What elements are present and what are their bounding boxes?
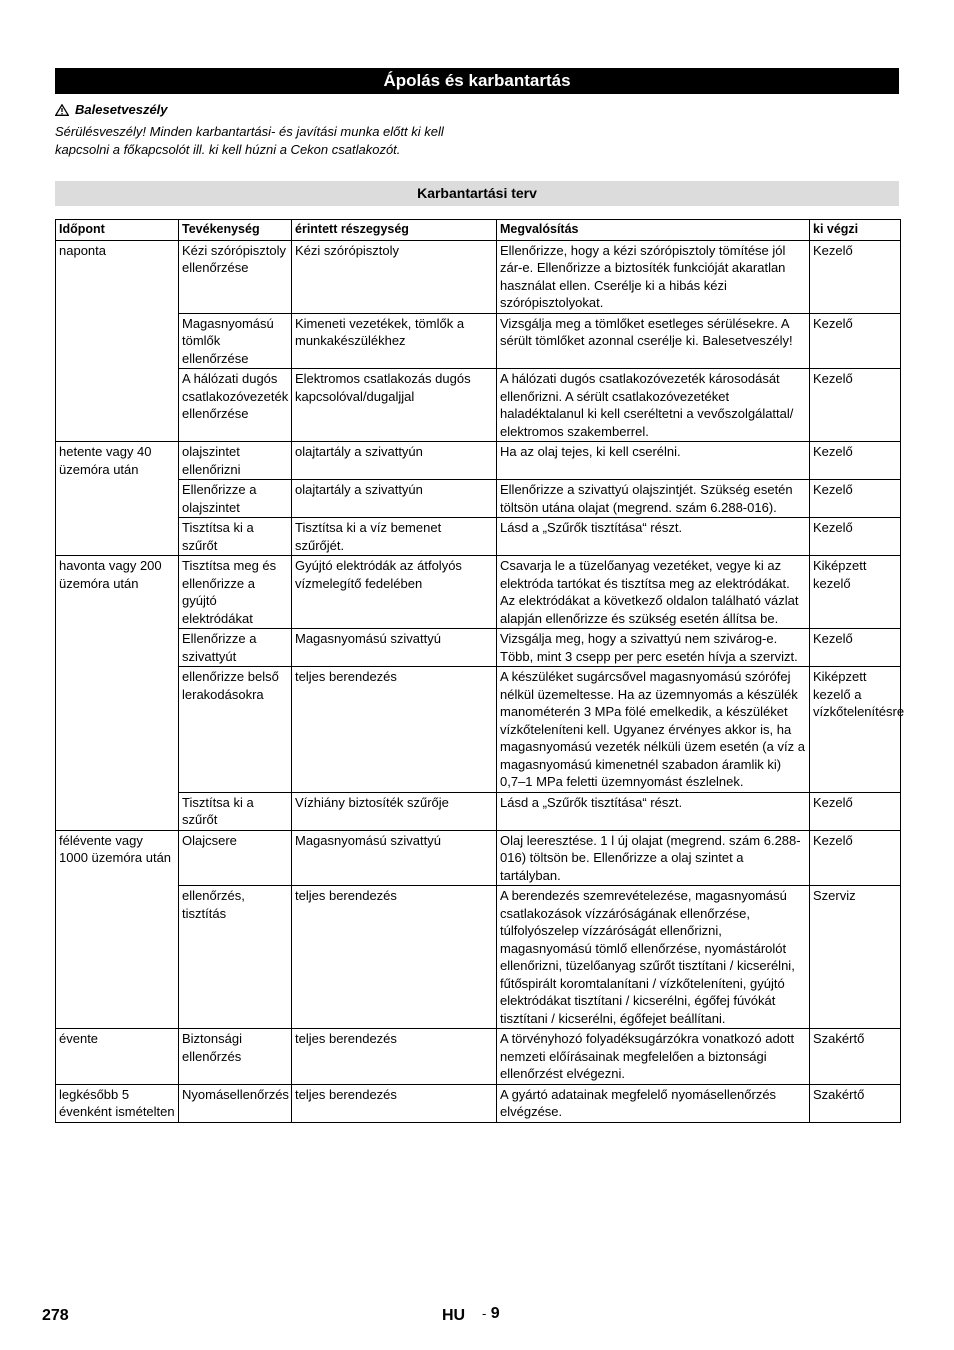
cell-component: Elektromos csatlakozás dugós kapcsolóval/dugaljjal xyxy=(292,369,497,442)
cell-time: legkésőbb 5 évenként ismételten xyxy=(56,1084,179,1122)
section-page-number xyxy=(482,1305,500,1323)
cell-component: olajtartály a szivattyún xyxy=(292,480,497,518)
cell-implementation: A gyártó adatainak megfelelő nyomásellenőrzés elvégzése. xyxy=(497,1084,810,1122)
cell-time xyxy=(56,667,179,793)
table-header-row xyxy=(56,220,901,241)
table-row xyxy=(56,240,901,313)
cell-time: hetente vagy 40 üzemóra után xyxy=(56,442,179,480)
cell-component: Kimeneti vezetékek, tömlők a munkakészülékhez xyxy=(292,313,497,369)
cell-time xyxy=(56,518,179,556)
cell-time xyxy=(56,629,179,667)
cell-activity: A hálózati dugós csatlakozóvezeték ellenőrzése xyxy=(179,369,292,442)
cell-activity: olajszintet ellenőrizni xyxy=(179,442,292,480)
cell-implementation: Ellenőrizze a szivattyú olajszintjét. Szükség esetén töltsön utána olajat (megrend. szám 6.288-016). xyxy=(497,480,810,518)
table-row xyxy=(56,792,901,830)
cell-activity: Ellenőrizze a szivattyút xyxy=(179,629,292,667)
cell-implementation: Olaj leeresztése. 1 l új olajat (megrend. szám 6.288-016) töltsön be. Ellenőrizze a olaj szintet a tartályban. xyxy=(497,830,810,886)
cell-time xyxy=(56,480,179,518)
cell-time: évente xyxy=(56,1029,179,1085)
cell-component: Magasnyomású szivattyú xyxy=(292,830,497,886)
section-page: 9 xyxy=(490,1305,500,1322)
warning-label: Balesetveszély xyxy=(75,102,168,117)
cell-performer: Kezelő xyxy=(810,369,901,442)
table-row xyxy=(56,667,901,793)
table-row xyxy=(56,1084,901,1122)
header-component: érintett részegység xyxy=(292,220,497,241)
cell-time xyxy=(56,886,179,1029)
cell-implementation: Ha az olaj tejes, ki kell cserélni. xyxy=(497,442,810,480)
cell-component: teljes berendezés xyxy=(292,886,497,1029)
cell-performer: Szerviz xyxy=(810,886,901,1029)
table-row xyxy=(56,1029,901,1085)
cell-component: Vízhiány biztosíték szűrője xyxy=(292,792,497,830)
table-row xyxy=(56,369,901,442)
cell-performer: Kezelő xyxy=(810,830,901,886)
cell-time: félévente vagy 1000 üzemóra után xyxy=(56,830,179,886)
cell-component: olajtartály a szivattyún xyxy=(292,442,497,480)
cell-performer: Kezelő xyxy=(810,442,901,480)
footer-dash: - xyxy=(482,1306,487,1321)
cell-implementation: Lásd a „Szűrők tisztítása“ részt. xyxy=(497,518,810,556)
cell-component: Gyújtó elektródák az átfolyós vízmelegítő fedelében xyxy=(292,556,497,629)
cell-implementation: A készüléket sugárcsővel magasnyomású szórófej nélkül üzemeltesse. Ha az üzemnyomás a készülék manométerén 3 MPa fölé emelkedik, a készüléket vízkőteleníteni kell. Ugyanez érvényes akkor is, ha magasnyomású vezeték nélküli üzem esetén (a víz a magasnyomású kimenetnél szabadon áramlik ki) 0,7–1 MPa feletti üzemnyomást észlelnek. xyxy=(497,667,810,793)
table-row xyxy=(56,830,901,886)
header-implementation: Megvalósítás xyxy=(497,220,810,241)
table-row xyxy=(56,629,901,667)
cell-performer: Kiképzett kezelő a vízkőtelenítésre xyxy=(810,667,901,793)
cell-activity: ellenőrzés, tisztítás xyxy=(179,886,292,1029)
cell-performer: Kezelő xyxy=(810,313,901,369)
cell-performer: Kezelő xyxy=(810,240,901,313)
cell-component: Magasnyomású szivattyú xyxy=(292,629,497,667)
cell-performer: Kezelő xyxy=(810,629,901,667)
cell-activity: Tisztítsa meg és ellenőrizze a gyújtó elektródákat xyxy=(179,556,292,629)
cell-time: naponta xyxy=(56,240,179,313)
warning-heading xyxy=(55,102,168,117)
cell-activity: Tisztítsa ki a szűrőt xyxy=(179,518,292,556)
cell-implementation: Ellenőrizze, hogy a kézi szórópisztoly tömítése jól zár-e. Ellenőrizze a biztosíték funkcióját akaratlan használat ellen. Cserélje ki a hibás kézi szórópisztolyokat. xyxy=(497,240,810,313)
cell-performer: Kezelő xyxy=(810,480,901,518)
cell-implementation: Vizsgálja meg a tömlőket esetleges sérülésekre. A sérült tömlőket azonnal cserélje ki. Balesetveszély! xyxy=(497,313,810,369)
header-activity: Tevékenység xyxy=(179,220,292,241)
cell-activity: Olajcsere xyxy=(179,830,292,886)
cell-time xyxy=(56,369,179,442)
cell-implementation: A törvényhozó folyadéksugárzókra vonatkozó adott nemzeti előírásainak megfelelően a biztonsági ellenőrzést elvégezni. xyxy=(497,1029,810,1085)
cell-component: teljes berendezés xyxy=(292,1084,497,1122)
cell-component: Tisztítsa ki a víz bemenet szűrőjét. xyxy=(292,518,497,556)
cell-component: Kézi szórópisztoly xyxy=(292,240,497,313)
table-body xyxy=(56,240,905,1122)
cell-implementation: Vizsgálja meg, hogy a szivattyú nem szivárog-e. Több, mint 3 csepp per perc esetén hívja a szervizt. xyxy=(497,629,810,667)
cell-time xyxy=(56,313,179,369)
cell-implementation: A hálózati dugós csatlakozóvezeték károsodását ellenőrizni. A sérült csatlakozóvezetéket haladéktalanul ki kell cseréltetni a vevőszolgálattal/ elektromos szakemberrel. xyxy=(497,369,810,442)
cell-activity: Nyomásellenőrzés xyxy=(179,1084,292,1122)
table-row xyxy=(56,442,901,480)
cell-time: havonta vagy 200 üzemóra után xyxy=(56,556,179,629)
cell-activity: Tisztítsa ki a szűrőt xyxy=(179,792,292,830)
table-row xyxy=(56,518,901,556)
table-row xyxy=(56,480,901,518)
table-row xyxy=(56,313,901,369)
header-performer: ki végzi xyxy=(810,220,901,241)
page-title: Ápolás és karbantartás xyxy=(55,68,899,94)
cell-implementation: Lásd a „Szűrők tisztítása“ részt. xyxy=(497,792,810,830)
cell-activity: ellenőrizze belső lerakodásokra xyxy=(179,667,292,793)
maintenance-plan-title: Karbantartási terv xyxy=(55,181,899,206)
cell-implementation: A berendezés szemrevételezése, magasnyomású csatlakozások vízzáróságának ellenőrzése, túlfolyószelep vízzáróságát ellenőrizni, magasnyomású tömlő ellenőrzése, nyomástárolót ellenőrizni, tüzelőanyag szűrőt tisztítani / kicserélni, fűtőspirált koromtalanítani / vízkőteleníteni, gyújtó elektródákat tisztítani / kicserélni, égőfej fúvókát tisztítani / kicserélni, égőfejet beállítani. xyxy=(497,886,810,1029)
cell-implementation: Csavarja le a tüzelőanyag vezetéket, vegye ki az elektróda tartókat és tisztítsa meg az elektródákat. Az elektródákat a következő oldalon található vázlat alapján ellenőrizze és szükség esetén állítsa be. xyxy=(497,556,810,629)
cell-component: teljes berendezés xyxy=(292,667,497,793)
page-number: 278 xyxy=(42,1307,69,1324)
cell-activity: Kézi szórópisztoly ellenőrzése xyxy=(179,240,292,313)
language-code: HU xyxy=(442,1307,466,1324)
cell-activity: Ellenőrizze a olajszintet xyxy=(179,480,292,518)
cell-activity: Magasnyomású tömlők ellenőrzése xyxy=(179,313,292,369)
cell-performer: Szakértő xyxy=(810,1084,901,1122)
cell-performer: Kiképzett kezelő xyxy=(810,556,901,629)
cell-performer: Szakértő xyxy=(810,1029,901,1085)
header-time: Időpont xyxy=(56,220,179,241)
cell-activity: Biztonsági ellenőrzés xyxy=(179,1029,292,1085)
table-row xyxy=(56,886,901,1029)
cell-time xyxy=(56,792,179,830)
warning-text: Sérülésveszély! Minden karbantartási- és javítási munka előtt ki kell kapcsolni a főkapcsolót ill. ki kell húzni a Cekon csatlakozót. xyxy=(55,124,444,157)
cell-performer: Kezelő xyxy=(810,518,901,556)
table-row xyxy=(56,556,901,629)
maintenance-table xyxy=(55,219,905,1123)
warning-triangle-icon xyxy=(55,104,69,116)
cell-component: teljes berendezés xyxy=(292,1029,497,1085)
cell-performer: Kezelő xyxy=(810,792,901,830)
